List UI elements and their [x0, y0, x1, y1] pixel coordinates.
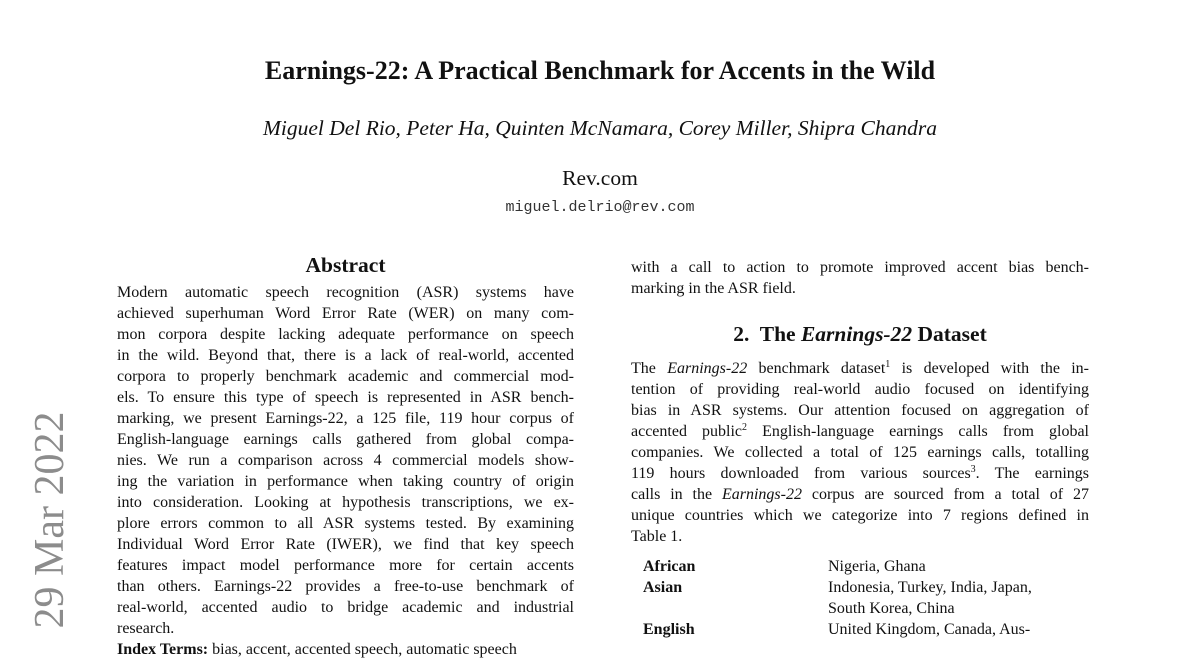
section-2-suffix: Dataset [917, 322, 987, 346]
section-2-body [631, 358, 1089, 547]
intro-continuation-line: with a call to action to promote improved accent bias bench- [631, 259, 1089, 276]
section-2-line: bias in ASR systems. Our attention focused on aggregation of [631, 402, 1089, 419]
table-row [643, 598, 1032, 619]
abstract-line: corpora to properly benchmark academic and commercial mod- [117, 368, 574, 385]
regions-table [643, 556, 1032, 640]
intro-continuation-line: marking in the ASR field. [631, 280, 796, 297]
arxiv-date-stamp: 29 Mar 2022 [27, 411, 73, 629]
index-terms-text: bias, accent, accented speech, automatic speech [208, 641, 517, 658]
paper-title: Earnings-22: A Practical Benchmark for Accents in the Wild [264, 56, 936, 85]
abstract-line: ing the variation in performance when taking country of origin [117, 473, 574, 490]
region-countries: United Kingdom, Canada, Aus- [828, 621, 1031, 638]
section-2-heading [631, 321, 1089, 348]
abstract-line: than others. Earnings-22 provides a free-to-use benchmark of [117, 578, 574, 595]
abstract-line: Modern automatic speech recognition (ASR) systems have [117, 284, 574, 301]
region-countries: Indonesia, Turkey, India, Japan, [828, 579, 1032, 596]
section-2-line: 119 hours downloaded from various sources$^3$. The earnings [631, 464, 1089, 482]
section-2-line: companies. We collected a total of 125 earnings calls, totalling [631, 444, 1089, 461]
abstract-line: mon corpora despite lacking adequate performance on speech [117, 326, 574, 343]
author-list: Miguel Del Rio, Peter Ha, Quinten McNamara, Corey Miller, Shipra Chandra [263, 116, 937, 140]
abstract-line: in the wild. Beyond that, there is a lack of real-world, accented [117, 347, 574, 364]
table-row [643, 556, 1032, 577]
abstract-line: features impact model performance more for certain accents [117, 557, 574, 574]
region-name: Asian [643, 579, 683, 596]
table-row [643, 619, 1032, 640]
abstract-line: into consideration. Looking at hypothesis transcriptions, we ex- [117, 494, 574, 511]
abstract-line: Individual Word Error Rate (IWER), we find that key speech [117, 536, 574, 553]
table-row [643, 577, 1032, 598]
region-name: English [643, 621, 695, 638]
author-email[interactable]: miguel.delrio@rev.com [505, 199, 695, 216]
abstract-body [117, 282, 574, 639]
footnote-marker: 3 [970, 464, 976, 475]
abstract-heading: Abstract [305, 253, 386, 277]
footnote-marker: 1 [885, 359, 891, 370]
region-countries: South Korea, China [828, 600, 955, 617]
abstract-column [117, 252, 574, 660]
abstract-line: English-language earnings calls gathered from global compa- [117, 431, 574, 448]
section-2-line: The Earnings-22 benchmark dataset$^1$ is developed with the in- [631, 359, 1090, 377]
abstract-line: research. [117, 620, 175, 637]
section-2-number: 2. [733, 322, 750, 346]
abstract-line: plore errors common to all ASR systems tested. By examining [117, 515, 574, 532]
section-2-dataset-name: Earnings-22 [800, 322, 913, 346]
abstract-line: real-world, accented audio to bridge academic and industrial [117, 599, 574, 616]
abstract-line: nies. We run a comparison across 4 commercial models show- [117, 452, 574, 469]
index-terms-label: Index Terms: [117, 641, 209, 658]
right-column [631, 257, 1089, 640]
index-terms [117, 639, 574, 660]
abstract-line: marking, we present Earnings-22, a 125 file, 119 hour corpus of [117, 410, 574, 427]
section-2-prefix: The [759, 322, 796, 346]
section-2-line: calls in the Earnings-22 corpus are sourced from a total of 27 [631, 486, 1090, 503]
abstract-line: els. To ensure this type of speech is represented in ASR bench- [117, 389, 574, 406]
section-2-line: tention of providing real-world audio focused on identifying [631, 381, 1089, 398]
abstract-line: achieved superhuman Word Error Rate (WER) on many com- [117, 305, 574, 322]
section-2-line: accented public$^2$ English-language earnings calls from global [631, 422, 1089, 440]
section-2-line: Table 1. [631, 528, 683, 545]
section-2-line: unique countries which we categorize into 7 regions defined in [631, 507, 1089, 524]
footnote-marker: 2 [742, 422, 748, 433]
region-name [643, 598, 828, 619]
region-name: African [643, 558, 696, 575]
affiliation: Rev.com [562, 166, 638, 190]
region-countries: Nigeria, Ghana [828, 558, 926, 575]
